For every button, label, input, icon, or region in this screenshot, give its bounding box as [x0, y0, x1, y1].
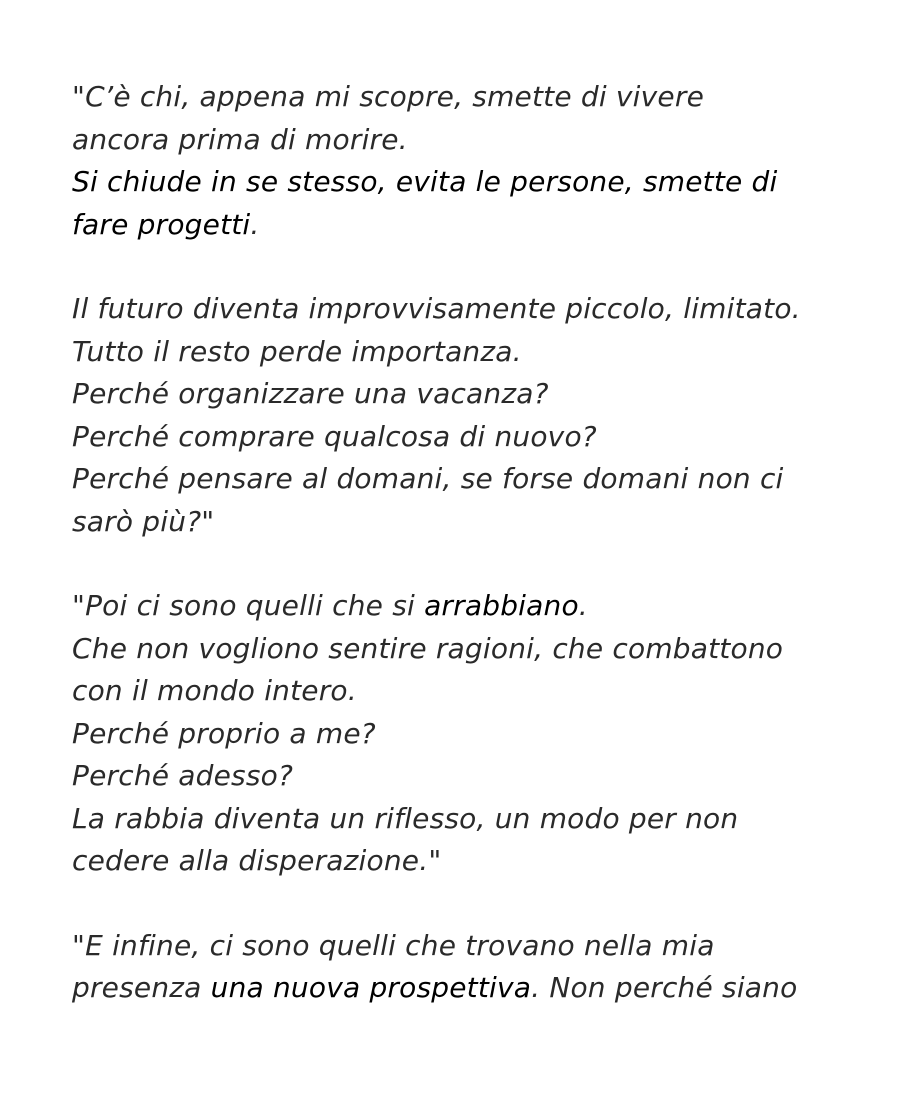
body-text: "C’è chi, appena mi scopre, smette di vivere	[72, 80, 704, 113]
emphasized-text: Si chiude in se stesso, evita le persone, smette di	[72, 165, 778, 198]
body-text: Che non vogliono sentire ragioni, che combattono	[72, 631, 784, 665]
text-line	[72, 713, 862, 756]
text-line	[72, 925, 862, 968]
emphasized-text: arrabbiano	[424, 589, 579, 622]
body-text: Perché pensare al domani, se forse domani non ci	[72, 462, 784, 495]
body-text: Il futuro diventa improvvisamente piccolo, limitato.	[72, 292, 801, 325]
text-line	[72, 161, 862, 204]
text-line	[72, 288, 862, 331]
body-text: Perché organizzare una vacanza?	[72, 377, 549, 410]
emphasized-text: fare progetti	[72, 207, 251, 241]
text-line	[72, 204, 862, 247]
body-text: Perché comprare qualcosa di nuovo?	[72, 419, 597, 453]
body-text: ancora prima di morire.	[72, 122, 408, 156]
text-line	[72, 798, 862, 841]
body-text: Perché proprio a me?	[72, 716, 376, 750]
text-line	[72, 585, 862, 628]
text-line	[72, 628, 862, 671]
text-line	[72, 76, 862, 119]
text-line	[72, 458, 862, 501]
emphasized-text: una nuova prospettiva	[210, 971, 532, 1004]
text-line	[72, 119, 862, 162]
body-text: con il mondo intero.	[72, 674, 357, 707]
body-text: Perché adesso?	[72, 759, 294, 792]
body-text: presenza	[72, 971, 211, 1004]
body-text: Tutto il resto perde importanza.	[72, 334, 522, 368]
body-text: .	[250, 207, 260, 241]
text-line	[72, 840, 862, 883]
paragraph	[72, 585, 862, 883]
text-line	[72, 331, 862, 374]
text-line	[72, 416, 862, 459]
paragraph	[72, 76, 862, 246]
body-text: cedere alla disperazione."	[72, 844, 442, 877]
text-line	[72, 670, 862, 713]
text-line	[72, 755, 862, 798]
text-line	[72, 373, 862, 416]
body-text: sarò più?"	[72, 504, 215, 538]
text-line	[72, 967, 862, 1010]
body-text: . Non perché siano	[531, 971, 798, 1004]
body-text: La rabbia diventa un riflesso, un modo per non	[72, 801, 739, 835]
document-page	[72, 76, 862, 1052]
body-text: .	[578, 589, 588, 622]
body-text: "Poi ci sono quelli che si	[72, 589, 425, 622]
text-line	[72, 501, 862, 544]
paragraph	[72, 925, 862, 1010]
body-text: "E infine, ci sono quelli che trovano nella mia	[72, 928, 715, 962]
paragraph	[72, 288, 862, 543]
